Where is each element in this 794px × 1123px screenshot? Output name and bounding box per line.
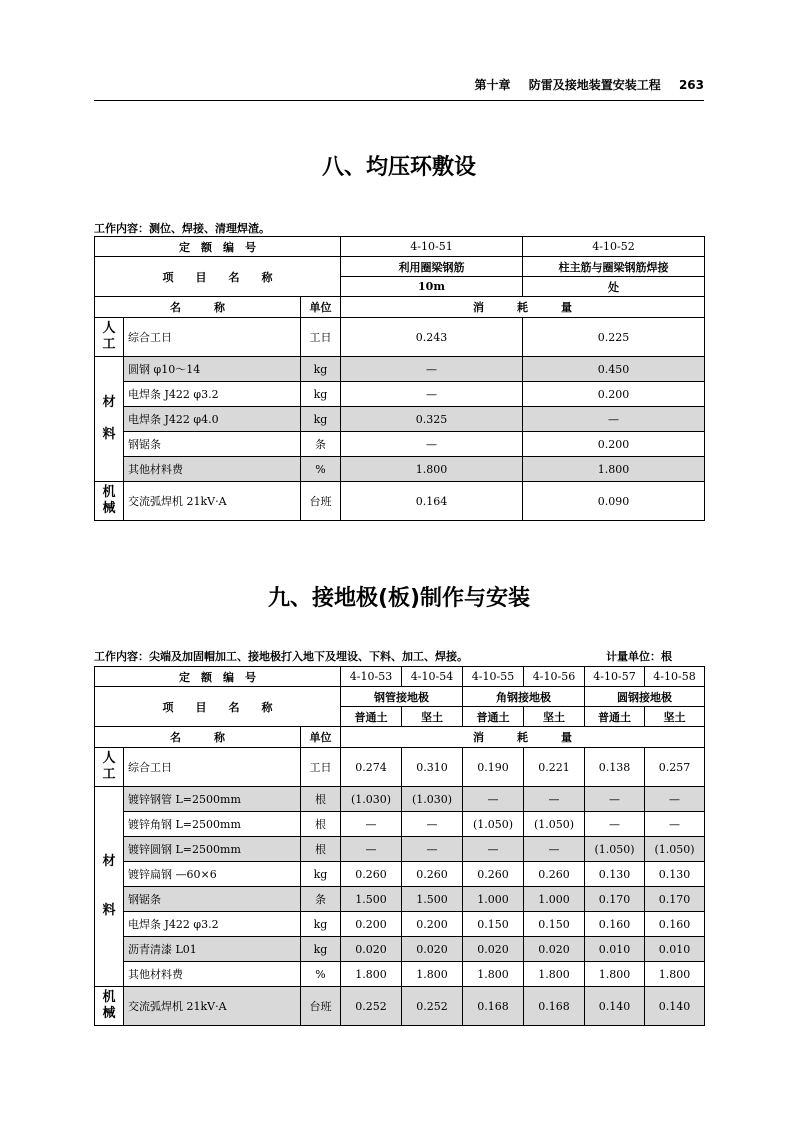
value-cell: 1.800 (645, 962, 705, 987)
quota-code: 4-10-51 (341, 237, 523, 257)
value-cell: 1.000 (524, 887, 585, 912)
section8-title: 八、均压环敷设 (321, 155, 476, 180)
value-cell: — (341, 837, 402, 862)
soil-type: 普通土 (463, 707, 524, 727)
resource-unit: kg (301, 407, 341, 432)
quota-code: 4-10-55 (463, 667, 524, 687)
value-cell: 0.190 (463, 748, 524, 787)
section9-measure-unit: 计量单位：根 (606, 650, 672, 663)
section8-work-content: 工作内容：测位、焊接、清理焊渣。 (94, 222, 270, 235)
resource-name: 圆钢 φ10～14 (124, 357, 301, 382)
name-header: 名 称 (95, 297, 301, 318)
resource-unit: % (301, 962, 341, 987)
value-cell: — (341, 432, 523, 457)
resource-name: 综合工日 (124, 748, 301, 787)
soil-type: 坚土 (524, 707, 585, 727)
value-cell: 0.200 (402, 912, 463, 937)
value-cell: — (585, 812, 645, 837)
value-cell: 0.168 (463, 987, 524, 1026)
resource-unit: 根 (301, 812, 341, 837)
category-machine: 机 械 (95, 482, 124, 521)
resource-name: 镀锌圆钢 L=2500mm (124, 837, 301, 862)
resource-name: 镀锌扁钢 —60×6 (124, 862, 301, 887)
value-cell: 0.310 (402, 748, 463, 787)
header-rule (94, 100, 704, 101)
value-cell: 0.020 (402, 937, 463, 962)
resource-name: 其他材料费 (124, 962, 301, 987)
value-cell: 0.260 (402, 862, 463, 887)
item-name-label: 项 目 名 称 (95, 257, 341, 297)
soil-type: 普通土 (585, 707, 645, 727)
value-cell: 0.164 (341, 482, 523, 521)
value-cell: (1.030) (402, 787, 463, 812)
value-cell: 1.800 (402, 962, 463, 987)
table-row (95, 457, 705, 482)
value-cell: 0.221 (524, 748, 585, 787)
value-cell: — (645, 787, 705, 812)
resource-unit: 工日 (301, 748, 341, 787)
value-cell: 0.010 (585, 937, 645, 962)
resource-unit: 台班 (301, 987, 341, 1026)
soil-type: 坚土 (402, 707, 463, 727)
chapter-title: 防雷及接地装置安装工程 (528, 78, 661, 92)
value-cell: 0.252 (341, 987, 402, 1026)
resource-name: 其他材料费 (124, 457, 301, 482)
resource-unit: 根 (301, 837, 341, 862)
value-cell: — (523, 407, 705, 432)
table-row (95, 297, 705, 318)
value-cell: 1.500 (402, 887, 463, 912)
table-row (95, 382, 705, 407)
table-row (95, 432, 705, 457)
name-header: 名 称 (95, 727, 301, 748)
quota-code: 4-10-54 (402, 667, 463, 687)
value-cell: — (341, 357, 523, 382)
resource-name: 交流弧焊机 21kV·A (124, 987, 301, 1026)
value-cell: 0.020 (341, 937, 402, 962)
value-cell: 0.160 (645, 912, 705, 937)
value-cell: 1.800 (523, 457, 705, 482)
value-cell: 0.260 (524, 862, 585, 887)
value-cell: — (463, 787, 524, 812)
value-cell: 0.274 (341, 748, 402, 787)
value-cell: 0.150 (524, 912, 585, 937)
chapter-number: 第十章 (474, 78, 511, 92)
value-cell: — (524, 837, 585, 862)
table-row (95, 482, 705, 521)
item-name: 柱主筋与圈梁钢筋焊接 (523, 257, 705, 277)
item-name: 利用圈梁钢筋 (341, 257, 523, 277)
resource-name: 电焊条 J422 φ3.2 (124, 912, 301, 937)
section8-table (94, 236, 705, 521)
value-cell: 0.150 (463, 912, 524, 937)
table-row (95, 357, 705, 382)
value-cell: 0.260 (341, 862, 402, 887)
value-cell: 0.020 (524, 937, 585, 962)
table-row (95, 748, 705, 787)
value-cell: (1.050) (645, 837, 705, 862)
value-cell: 0.010 (645, 937, 705, 962)
value-cell: 1.800 (341, 457, 523, 482)
table-row (95, 912, 705, 937)
resource-unit: kg (301, 357, 341, 382)
resource-unit: 根 (301, 787, 341, 812)
table-row (95, 318, 705, 357)
value-cell: (1.050) (463, 812, 524, 837)
value-cell: 0.325 (341, 407, 523, 432)
value-cell: 0.138 (585, 748, 645, 787)
value-cell: — (524, 787, 585, 812)
page-header (94, 76, 704, 93)
category-machine: 机 械 (95, 987, 124, 1026)
resource-name: 电焊条 J422 φ4.0 (124, 407, 301, 432)
value-cell: — (645, 812, 705, 837)
consumption-header: 消 耗 量 (341, 727, 705, 748)
resource-unit: 台班 (301, 482, 341, 521)
category-material: 材 料 (95, 787, 124, 987)
value-cell: 1.800 (463, 962, 524, 987)
category-labor: 人 工 (95, 318, 124, 357)
value-cell: (1.050) (585, 837, 645, 862)
value-cell: 1.000 (463, 887, 524, 912)
page-number: 263 (678, 78, 704, 92)
resource-name: 沥青清漆 L01 (124, 937, 301, 962)
resource-name: 镀锌钢管 L=2500mm (124, 787, 301, 812)
value-cell: (1.030) (341, 787, 402, 812)
value-cell: 0.090 (523, 482, 705, 521)
value-cell: — (463, 837, 524, 862)
value-cell: 0.200 (523, 432, 705, 457)
table-row (95, 237, 705, 257)
quota-code: 4-10-57 (585, 667, 645, 687)
resource-unit: 工日 (301, 318, 341, 357)
resource-unit: kg (301, 382, 341, 407)
value-cell: 1.800 (341, 962, 402, 987)
unit-header: 单位 (301, 727, 341, 748)
resource-unit: 条 (301, 887, 341, 912)
item-group: 角钢接地极 (463, 687, 585, 707)
item-group: 圆钢接地极 (585, 687, 705, 707)
item-unit: 处 (523, 277, 705, 297)
resource-unit: kg (301, 937, 341, 962)
soil-type: 坚土 (645, 707, 705, 727)
resource-name: 综合工日 (124, 318, 301, 357)
resource-unit: 条 (301, 432, 341, 457)
quota-label: 定 额 编 号 (95, 667, 341, 687)
item-group: 钢管接地极 (341, 687, 463, 707)
value-cell: — (585, 787, 645, 812)
category-material: 材 料 (95, 357, 124, 482)
table-row (95, 727, 705, 748)
item-unit: 10m (341, 277, 523, 297)
value-cell: 0.243 (341, 318, 523, 357)
value-cell: 0.200 (523, 382, 705, 407)
table-row (95, 687, 705, 707)
resource-unit: % (301, 457, 341, 482)
resource-name: 交流弧焊机 21kV·A (124, 482, 301, 521)
table-row (95, 837, 705, 862)
value-cell: 0.252 (402, 987, 463, 1026)
value-cell: 0.170 (645, 887, 705, 912)
table-row (95, 887, 705, 912)
value-cell: 0.160 (585, 912, 645, 937)
quota-label: 定 额 编 号 (95, 237, 341, 257)
table-row (95, 257, 705, 277)
resource-name: 钢锯条 (124, 432, 301, 457)
value-cell: 1.800 (585, 962, 645, 987)
value-cell: 0.130 (645, 862, 705, 887)
section9-table (94, 666, 705, 1026)
quota-code: 4-10-53 (341, 667, 402, 687)
table-row (95, 407, 705, 432)
value-cell: 1.500 (341, 887, 402, 912)
value-cell: — (402, 812, 463, 837)
resource-name: 镀锌角钢 L=2500mm (124, 812, 301, 837)
quota-code: 4-10-52 (523, 237, 705, 257)
quota-code: 4-10-56 (524, 667, 585, 687)
value-cell: 0.260 (463, 862, 524, 887)
item-name-label: 项 目 名 称 (95, 687, 341, 727)
value-cell: 0.450 (523, 357, 705, 382)
value-cell: — (341, 812, 402, 837)
section9-work-content: 工作内容：尖端及加固帽加工、接地极打入地下及埋设、下料、加工、焊接。 (94, 650, 468, 663)
table-row (95, 812, 705, 837)
quota-code: 4-10-58 (645, 667, 705, 687)
value-cell: — (341, 382, 523, 407)
soil-type: 普通土 (341, 707, 402, 727)
table-row (95, 937, 705, 962)
section9-title: 九、接地极(板)制作与安装 (267, 586, 531, 611)
resource-unit: kg (301, 862, 341, 887)
value-cell: 0.225 (523, 318, 705, 357)
value-cell: — (402, 837, 463, 862)
value-cell: 1.800 (524, 962, 585, 987)
consumption-header: 消 耗 量 (341, 297, 705, 318)
table-row (95, 787, 705, 812)
value-cell: 0.170 (585, 887, 645, 912)
unit-header: 单位 (301, 297, 341, 318)
value-cell: 0.200 (341, 912, 402, 937)
value-cell: 0.140 (585, 987, 645, 1026)
table-row (95, 667, 705, 687)
table-row (95, 962, 705, 987)
resource-name: 钢锯条 (124, 887, 301, 912)
value-cell: 0.168 (524, 987, 585, 1026)
value-cell: 0.257 (645, 748, 705, 787)
value-cell: 0.130 (585, 862, 645, 887)
value-cell: 0.020 (463, 937, 524, 962)
value-cell: (1.050) (524, 812, 585, 837)
value-cell: 0.140 (645, 987, 705, 1026)
resource-unit: kg (301, 912, 341, 937)
category-labor: 人 工 (95, 748, 124, 787)
table-row (95, 862, 705, 887)
resource-name: 电焊条 J422 φ3.2 (124, 382, 301, 407)
table-row (95, 987, 705, 1026)
